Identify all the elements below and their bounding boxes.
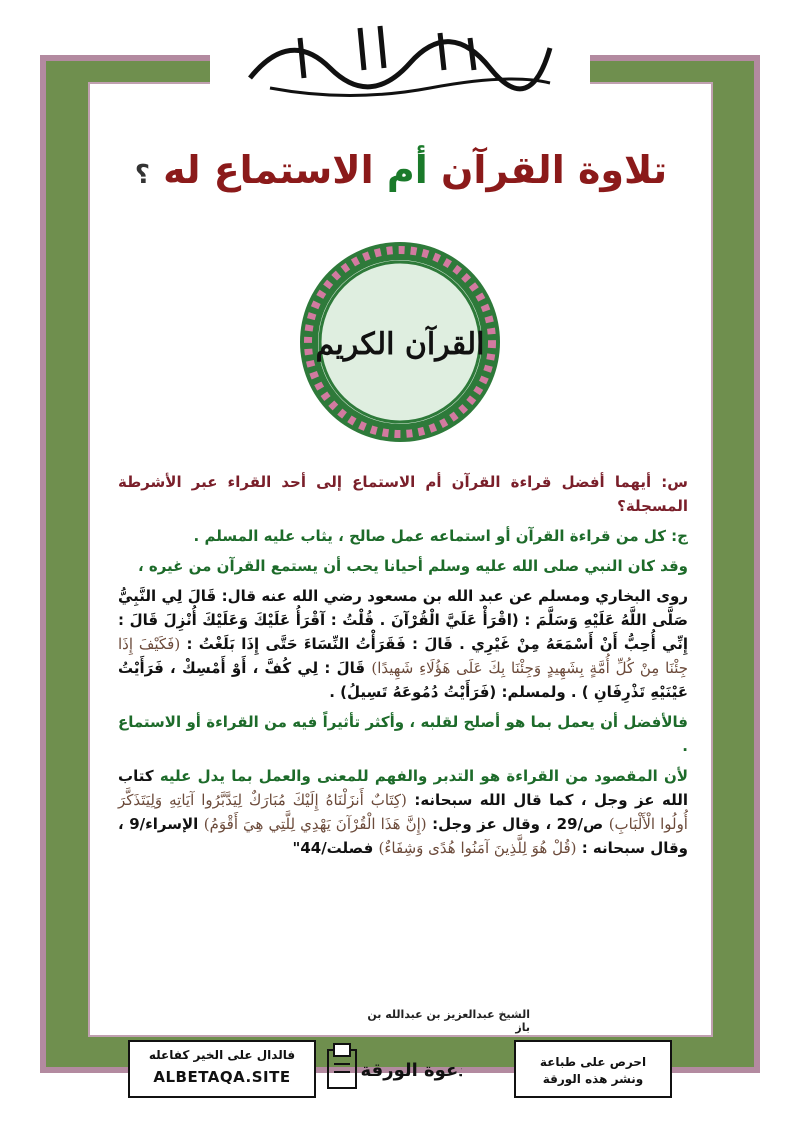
verse-2-ref: الإسراء/9 ، [118, 815, 199, 833]
answer-lead-6: وقال عز وجل: [432, 815, 540, 833]
title-part-3: الاستماع له [163, 148, 374, 192]
answer-paragraph-4 [118, 764, 688, 860]
footer-print-line-2: ونشر هذه الورقة [542, 1072, 644, 1086]
page-title [96, 148, 706, 192]
quran-emblem [294, 236, 506, 448]
verse-1: (كِتَابٌ أَنزَلْنَاهُ إِلَيْكَ مُبَارَكٌ لِيَدَّبَّرُوا آيَاتِهِ وَلِيَتَذَكَّرَ أُولُوا الْأَلْبَابِ) [118, 791, 688, 833]
answer-lead-5: كتاب الله عز وجل ، كما قال الله سبحانه: [118, 767, 688, 809]
footer-proverb: فالدال على الخير كفاعله [148, 1048, 296, 1062]
footer-bar [128, 1040, 672, 1098]
answer-line-4: لأن المقصود من القراءة هو التدبر والفهم للمعنى والعمل بما يدل عليه [159, 767, 688, 785]
hadith-body: قَالَ لِي النَّبِيُّ صَلَّى اللَّهُ عَلَيْهِ وَسَلَّمَ : (اقْرَأْ عَلَيَّ الْقُرْآنَ . قُلْتُ : آقْرَأُ عَلَيْكَ وَعَلَيْكَ أُنْزِلَ قَالَ : إِنِّي أُحِبُّ أَنْ أَسْمَعَهُ مِنْ غَيْرِي . قَالَ : فَقَرَأْتُ النِّسَاءَ حَتَّى إِذَا بَلَغْتُ : [118, 587, 688, 653]
emblem-text: القرآن الكريم [315, 327, 485, 362]
verse-3-ref: فصلت/44" [292, 839, 374, 857]
title-part-1: تلاوة القرآن [440, 148, 668, 192]
answer-lead-7: وقال سبحانه : [581, 839, 688, 857]
basmala-text: بسم الله الرحمن الرحيم [389, 99, 411, 101]
answer-paragraph-1: ج: كل من قراءة القرآن أو استماعه عمل صالح ، يثاب عليه المسلم . [193, 527, 688, 545]
footer-print-line-1: احرص على طباعة [539, 1055, 647, 1069]
article-body [118, 470, 688, 866]
title-question-mark: ؟ [134, 160, 150, 190]
logo-text: دعوة الورقة [360, 1060, 462, 1081]
answer-paragraph-3: فالأفضل أن يعمل بما هو أصلح لقلبه ، وأكثر تأثيراً فيه من القراءة أو الاستماع . [118, 713, 688, 755]
footer-site-box [128, 1040, 316, 1098]
signature: الشيخ عبدالعزيز بن عبدالله بن باز [367, 1008, 530, 1034]
hadith-intro: روى البخاري ومسلم عن عبد الله بن مسعود رضي الله عنه قال: [221, 587, 689, 605]
verse-2: (إِنَّ هَذَا الْقُرْآنَ يَهْدِي لِلَّتِي هِيَ أَقْوَمُ) [203, 815, 427, 833]
hadith-paragraph [118, 584, 688, 704]
question-paragraph: س: أيهما أفضل قراءة القرآن أم الاستماع إلى أحد القراء عبر الأشرطة المسجلة؟ [118, 473, 688, 515]
answer-paragraph-2: وقد كان النبي صلى الله عليه وسلم أحيانا يحب أن يستمع القرآن من غيره ، [137, 557, 688, 575]
hadith-end: قَالَ : لِي كُفَّ ، أَوْ أَمْسِكْ ، فَرَأَيْتُ عَيْنَيْهِ تَذْرِفَانِ ) . ولمسلم: (فَرَأَيْتُ دُمُوعَهُ تَسِيلُ) . [118, 659, 688, 701]
footer-print-note [514, 1040, 672, 1098]
basmala-calligraphy [230, 8, 570, 108]
site-link[interactable]: ALBETAQA.SITE [153, 1068, 291, 1086]
verse-3: (قُلْ هُوَ لِلَّذِينَ آمَنُوا هُدًى وَشِفَاءٌ) [378, 839, 577, 857]
footer-logo [326, 1042, 462, 1096]
title-part-2: أم [386, 148, 428, 192]
verse-1-ref: ص/29 ، [545, 815, 604, 833]
hadith-verse: (فَكَيْفَ إِذَا جِئْنَا مِنْ كُلِّ أُمَّةٍ بِشَهِيدٍ وَجِئْنَا بِكَ عَلَى هَؤُلَاءِ شَهِيدًا) [118, 635, 688, 677]
